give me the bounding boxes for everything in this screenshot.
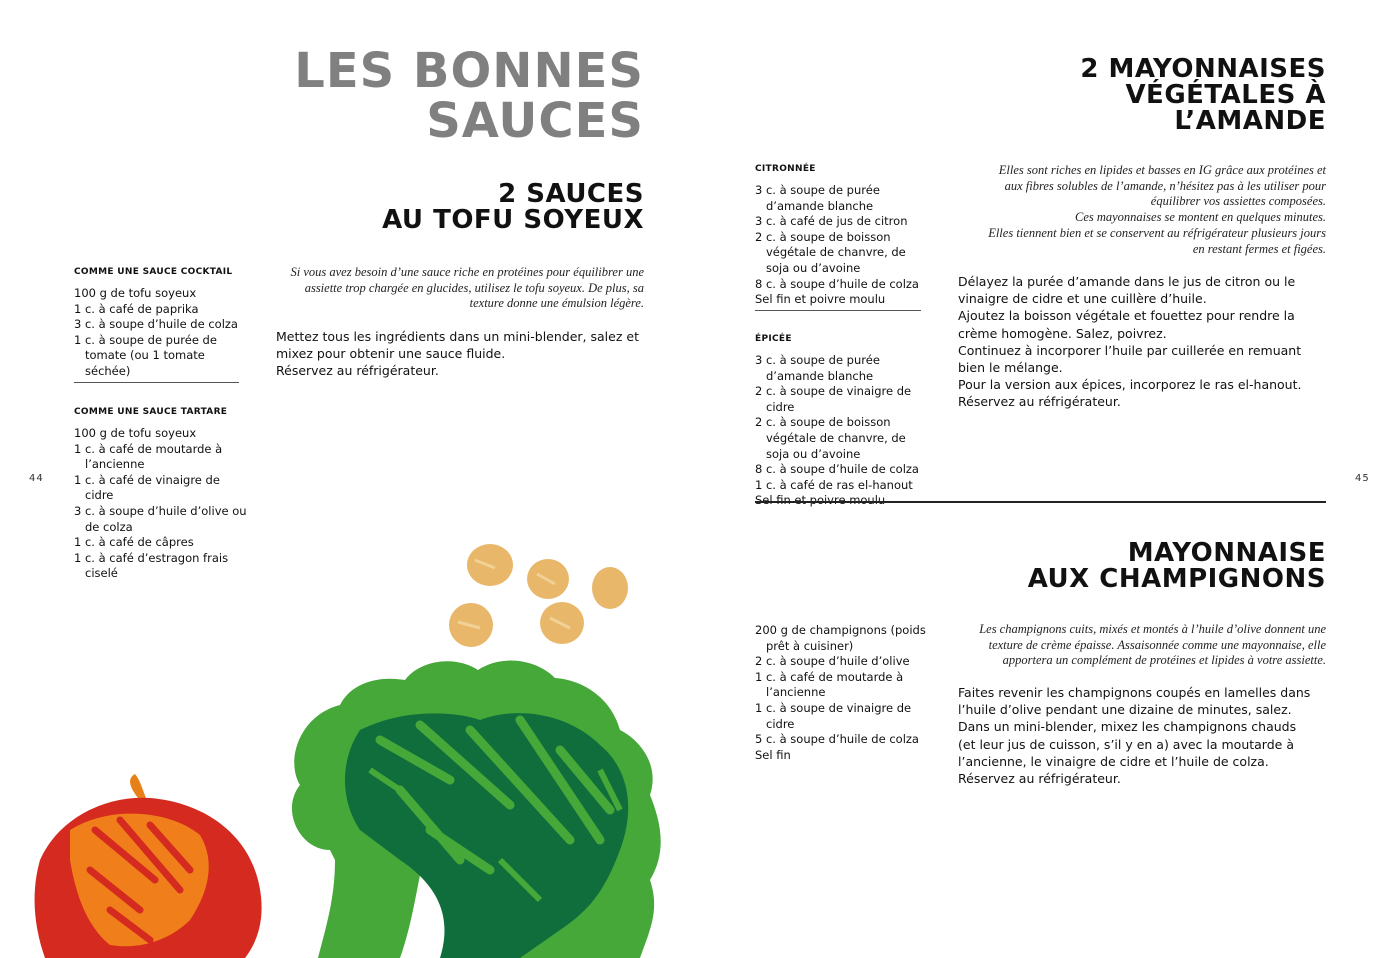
chickpeas-illustration — [449, 544, 628, 647]
chapter-title-line: LES BONNES — [294, 43, 644, 99]
ingredient-item: 2 c. à soupe d’huile d’olive — [755, 654, 910, 669]
page-number: 44 — [29, 473, 44, 484]
recipe-title-line: AU TOFU SOYEUX — [382, 205, 644, 235]
recipe-intro: Les champignons cuits, mixés et montés à l’huile d’olive donnent une texture de crème épaisse. Assaisonnée comme une mayonnaise, elle apportera un complément de protéines et lipides à votre assiette. — [979, 622, 1326, 668]
divider — [74, 382, 239, 383]
vegetable-illustration — [0, 530, 700, 958]
recipe-intro: Si vous avez besoin d’une sauce riche en protéines pour équilibrer une assiette trop chargée en glucides, utilisez le tofu soyeux. De plus, sa texture donne une émulsion légère. — [290, 265, 644, 311]
recipe-intro — [986, 163, 1326, 257]
recipe-instructions — [958, 273, 1303, 411]
ingredient-list — [74, 286, 244, 380]
ingredient-item: Sel fin — [755, 747, 791, 762]
ingredient-item: 1 c. à café de câpres — [74, 535, 194, 550]
ingredient-item: 1 c. à café de moutarde à l’ancienne — [74, 441, 223, 472]
section-divider — [755, 501, 1326, 503]
ingredient-item: 3 c. à café de jus de citron — [755, 214, 908, 229]
ingredient-item: 100 g de tofu soyeux — [74, 286, 197, 300]
instruction-paragraph: Continuez à incorporer l’huile par cuillerée en remuant bien le mélange. — [958, 342, 1302, 376]
ingredient-item: 2 c. à soupe de boisson végétale de chanvre, de soja ou d’avoine — [755, 229, 906, 275]
variant-cocktail — [74, 267, 244, 380]
instruction-paragraph: Pour la version aux épices, incorporez le ras el-hanout. — [958, 377, 1302, 393]
recipe-title-line: 2 SAUCES — [498, 179, 644, 209]
instruction-paragraph: Délayez la purée d’amande dans le jus de citron ou le vinaigre de cidre et une cuillère d’huile. — [958, 274, 1296, 307]
ingredient-item: 200 g de champignons (poids prêt à cuisiner) — [755, 623, 926, 653]
tomato-illustration — [35, 774, 262, 958]
ingredient-item: 3 c. à soupe d’huile d’olive ou de colza — [74, 503, 247, 534]
ingredient-list — [755, 353, 930, 509]
right-page — [700, 0, 1400, 958]
ingredient-item: 1 c. à café d’estragon frais ciselé — [74, 550, 229, 581]
ingredient-item: 100 g de tofu soyeux — [74, 426, 197, 440]
intro-paragraph: Elles tiennent bien et se conservent au réfrigérateur plusieurs jours en restant fermes et figées. — [988, 225, 1326, 256]
ingredient-item: 1 c. à café de moutarde à l’ancienne — [755, 669, 904, 700]
ingredient-item: 2 c. à soupe de vinaigre de cidre — [755, 384, 912, 414]
instruction-paragraph: Dans un mini-blender, mixez les champignons chauds (et leur jus de cuisson, s’il y en a) avec la moutarde à l’ancienne, le vinaigre de cidre et l’huile de colza. — [958, 719, 1297, 769]
recipe-title — [926, 540, 1326, 592]
chapter-title — [124, 43, 644, 149]
ingredient-item: 5 c. à soupe d’huile de colza — [755, 732, 919, 747]
ingredient-item: 3 c. à soupe d’huile de colza — [74, 317, 238, 332]
instruction-paragraph: Réservez au réfrigérateur. — [958, 771, 1121, 787]
variant-heading: ÉPICÉE — [755, 334, 792, 344]
intro-paragraph: Elles sont riches en lipides et basses en IG grâce aux protéines et aux fibres solubles de l’amande, n’hésitez pas à les utiliser pour équilibrer vos assiettes composées. — [998, 163, 1326, 209]
ingredient-item: 1 c. à café de vinaigre de cidre — [74, 472, 220, 503]
variant-citronnee — [755, 164, 930, 308]
ingredient-item: 1 c. à café de ras el-hanout — [755, 477, 913, 492]
broccoli-illustration — [292, 661, 661, 958]
ingredient-item: 3 c. à soupe de purée d’amande blanche — [755, 353, 880, 383]
ingredient-item: 1 c. à soupe de purée de tomate (ou 1 tomate séchée) — [74, 332, 217, 378]
divider — [755, 310, 921, 311]
instruction-paragraph: Mettez tous les ingrédients dans un mini-blender, salez et mixez pour obtenir une sauce fluide. — [276, 329, 639, 362]
ingredient-list — [755, 623, 930, 763]
ingredient-item: 2 c. à soupe de boisson végétale de chanvre, de soja ou d’avoine — [755, 415, 906, 461]
chapter-title-line: SAUCES — [426, 93, 644, 149]
recipe-title-line: 2 MAYONNAISES — [1080, 54, 1326, 84]
recipe-instructions — [958, 684, 1313, 787]
recipe-title-line: VÉGÉTALES À — [1125, 80, 1326, 110]
recipe-title-line: MAYONNAISE — [1127, 538, 1326, 568]
variant-heading: COMME UNE SAUCE TARTARE — [74, 407, 228, 417]
instruction-paragraph: Réservez au réfrigérateur. — [276, 363, 439, 379]
ingredient-item: 1 c. à soupe de vinaigre de cidre — [755, 700, 912, 731]
recipe-title — [926, 56, 1326, 134]
intro-paragraph: Ces mayonnaises se montent en quelques minutes. — [1074, 210, 1326, 225]
ingredient-item: Sel fin et poivre moulu — [755, 292, 886, 307]
ingredient-item: 8 c. à soupe d’huile de colza — [755, 276, 919, 291]
instruction-paragraph: Faites revenir les champignons coupés en lamelles dans l’huile d’olive pendant une dizaine de minutes, salez. — [958, 685, 1311, 718]
ingredient-item: 3 c. à soupe de purée d’amande blanche — [755, 183, 880, 213]
variant-epicee — [755, 334, 930, 509]
instruction-paragraph: Ajoutez la boisson végétale et fouettez pour rendre la crème homogène. Salez, poivrez. — [958, 308, 1295, 341]
recipe-title-line: AUX CHAMPIGNONS — [1027, 564, 1326, 594]
ingredient-item: 1 c. à café de paprika — [74, 301, 199, 316]
ingredient-item: 8 c. à soupe d’huile de colza — [755, 462, 919, 477]
variant-heading: COMME UNE SAUCE COCKTAIL — [74, 267, 233, 277]
recipe-instructions — [276, 328, 646, 380]
instruction-paragraph: Réservez au réfrigérateur. — [958, 394, 1121, 410]
page-number: 45 — [1355, 473, 1370, 484]
recipe-title-line: L’AMANDE — [1174, 106, 1326, 136]
ingredient-list — [755, 183, 930, 308]
recipe-title — [224, 181, 644, 233]
variant-heading: CITRONNÉE — [755, 164, 816, 174]
